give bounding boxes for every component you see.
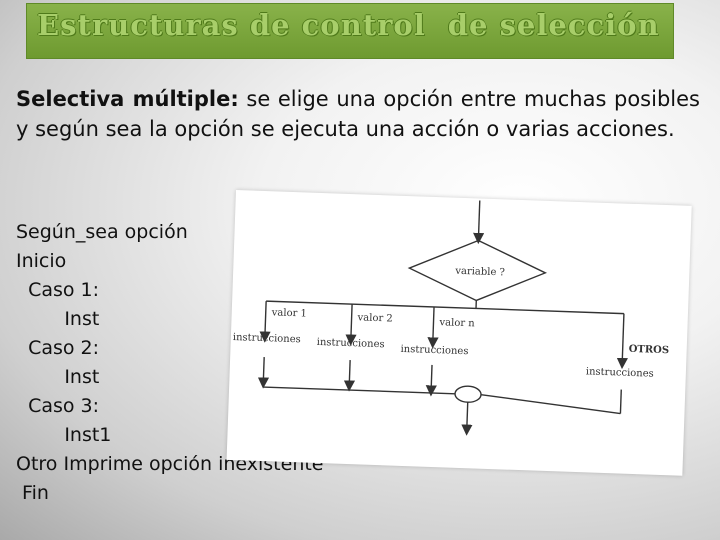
merge-connector: [455, 386, 482, 403]
title-part1: Estructuras de control: [37, 8, 426, 42]
action-label: instrucciones: [400, 343, 469, 358]
description-paragraph: [16, 84, 700, 144]
exit-arrow: [467, 402, 468, 430]
action-label: instrucciones: [585, 366, 654, 380]
flowchart-diagram: [227, 190, 692, 476]
branch-label: valor n: [439, 317, 475, 330]
branch-label: valor 2: [357, 312, 393, 325]
title-banner: [26, 3, 674, 59]
branch-label-otros: OTROS: [628, 343, 670, 357]
description-text: se elige una opción entre muchas posibles y según sea la opción se ejecuta una acción o varias acciones.: [16, 87, 700, 141]
pseudocode-line: Caso 3:: [16, 395, 100, 417]
pseudocode-line: Fin: [16, 482, 49, 504]
branch-label: valor 1: [271, 307, 308, 320]
entry-arrow: [478, 201, 479, 239]
merge-line-left: [263, 387, 455, 394]
decision-label: variable ?: [455, 265, 506, 279]
flowchart-image: [227, 190, 692, 476]
pseudocode-line: Inst1: [16, 424, 112, 446]
pseudocode-line: Inicio: [16, 250, 67, 272]
slide-title: [37, 8, 660, 42]
pseudocode-line: Caso 2:: [16, 337, 100, 359]
bold-term: Selectiva múltiple:: [16, 87, 239, 111]
merge-line-right: [481, 395, 621, 414]
action-label: instrucciones: [316, 336, 385, 351]
pseudocode-line: Inst: [16, 308, 100, 330]
branch-bus-line: [266, 301, 624, 313]
pseudocode-line: Según_sea opción: [16, 221, 188, 243]
pseudocode-line: Otro Imprime opción inexistente: [16, 453, 324, 475]
pseudocode-line: Inst: [16, 366, 100, 388]
title-part2: de selección: [447, 8, 660, 42]
action-label: instrucciones: [232, 331, 301, 346]
pseudocode-line: Caso 1:: [16, 279, 100, 301]
